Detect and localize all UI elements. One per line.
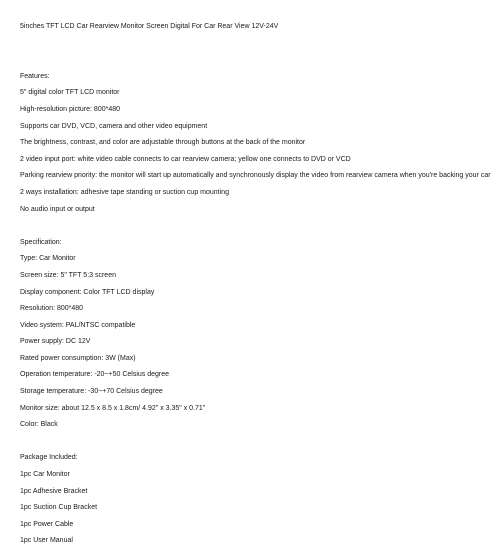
feature-item: High-resolution picture: 800*480 bbox=[20, 105, 121, 113]
spec-item: Power supply: DC 12V bbox=[20, 338, 91, 346]
spacer bbox=[20, 52, 490, 69]
spacer bbox=[20, 434, 490, 451]
feature-item: 5" digital color TFT LCD monitor bbox=[20, 89, 120, 97]
feature-item: Supports car DVD, VCD, camera and other video equipment bbox=[20, 122, 208, 130]
package-item: 1pc Power Cable bbox=[20, 520, 74, 528]
specification-heading: Specification: bbox=[20, 238, 62, 246]
product-title: 5inches TFT LCD Car Rearview Monitor Screen Digital For Car Rear View 12V-24V bbox=[20, 23, 279, 30]
spec-item: Color: Black bbox=[20, 421, 58, 429]
feature-item: 2 video input port: white video cable connects to car rearview camera; yellow one connects to DVD or VCD bbox=[20, 155, 351, 163]
spacer bbox=[20, 218, 490, 235]
spec-item: Type: Car Monitor bbox=[20, 255, 76, 263]
package-item: 1pc Car Monitor bbox=[20, 471, 70, 479]
spec-item: Screen size: 5" TFT 5:3 screen bbox=[20, 271, 116, 279]
specification-section bbox=[20, 235, 490, 434]
spec-item: Rated power consumption: 3W (Max) bbox=[20, 354, 136, 362]
spec-item: Storage temperature: -30~+70 Celsius degree bbox=[20, 388, 163, 396]
spec-item: Resolution: 800*480 bbox=[20, 305, 84, 313]
product-description bbox=[20, 19, 490, 550]
feature-item: No audio input or output bbox=[20, 205, 95, 213]
package-item: 1pc Suction Cup Bracket bbox=[20, 504, 98, 512]
feature-item: The brightness, contrast, and color are adjustable through buttons at the back of the monitor bbox=[20, 139, 306, 147]
spec-item: Video system: PAL/NTSC compatible bbox=[20, 321, 136, 329]
package-item: 1pc User Manual bbox=[20, 537, 73, 545]
feature-item: Parking rearview priority: the monitor will start up automatically and synchronously display the video from rearview camera when you're backing your car bbox=[20, 172, 491, 180]
package-heading: Package Included: bbox=[20, 454, 78, 462]
package-section bbox=[20, 450, 490, 550]
spec-item: Display component: Color TFT LCD display bbox=[20, 288, 155, 296]
spec-item: Monitor size: about 12.5 x 8.5 x 1.8cm/ 4.92" x 3.35" x 0.71" bbox=[20, 404, 206, 412]
features-heading: Features: bbox=[20, 72, 50, 80]
package-item: 1pc Adhesive Bracket bbox=[20, 487, 88, 495]
feature-item: 2 ways installation: adhesive tape standing or suction cup mounting bbox=[20, 188, 229, 196]
features-section bbox=[20, 69, 490, 218]
spec-item: Operation temperature: -20~+50 Celsius degree bbox=[20, 371, 170, 379]
